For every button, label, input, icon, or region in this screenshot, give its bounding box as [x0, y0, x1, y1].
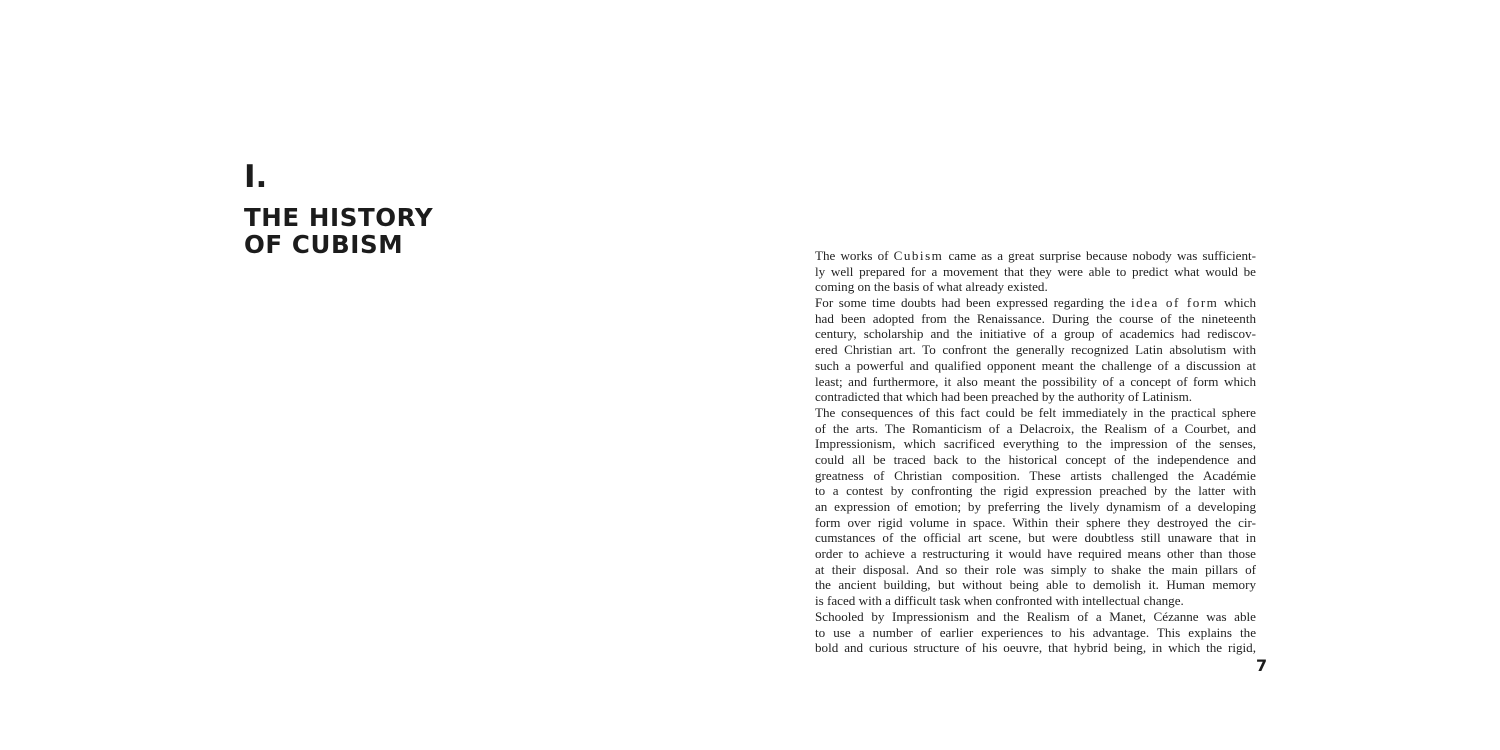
text-line: greatness of Christian composition. These artists challenged the Académie: [815, 467, 1256, 483]
text-line: to a contest by confronting the rigid expression preached by the latter with: [815, 483, 1256, 499]
body-text: [815, 248, 1256, 656]
text-line: [815, 248, 1256, 264]
text-line: coming on the basis of what already existed.: [815, 279, 1048, 295]
emphasis-idea-of-form: idea of form: [1130, 295, 1219, 311]
text-line: bold and curious structure of his oeuvre, that hybrid being, in which the rigid,: [815, 640, 1256, 656]
chapter-title-line-1: THE HISTORY: [244, 203, 434, 232]
text-line: The consequences of this fact could be felt immediately in the practical sphere: [815, 404, 1256, 420]
chapter-title-line-2: OF CUBISM: [244, 230, 404, 259]
text-segment: came as a great surprise because nobody was sufficient-: [943, 248, 1256, 263]
text-line: cumstances of the official art scene, but were doubtless still unaware that in: [815, 530, 1256, 546]
text-line: ly well prepared for a movement that they were able to predict what would be: [815, 263, 1256, 279]
text-line: Schooled by Impressionism and the Realism of a Manet, Cézanne was able: [815, 608, 1256, 624]
text-line: century, scholarship and the initiative of a group of academics had rediscov-: [815, 326, 1256, 342]
text-line: ered Christian art. To confront the generally recognized Latin absolutism with: [815, 342, 1256, 358]
chapter-number: I.: [244, 159, 268, 195]
text-line: least; and furthermore, it also meant the possibility of a concept of form which: [815, 373, 1256, 389]
right-page: [750, 0, 1500, 750]
text-line: order to achieve a restructuring it would have required means other than those: [815, 546, 1256, 562]
text-line: such a powerful and qualified opponent meant the challenge of a discussion at: [815, 357, 1256, 373]
text-line: Impressionism, which sacrificed everything to the impression of the senses,: [815, 436, 1256, 452]
text-line: an expression of emotion; by preferring the lively dynamism of a developing: [815, 499, 1256, 514]
text-line: form over rigid volume in space. Within their sphere they destroyed the cir-: [815, 514, 1256, 530]
text-line: contradicted that which had been preached by the authority of Latinism.: [815, 389, 1193, 405]
text-line: had been adopted from the Renaissance. During the course of the nineteenth: [815, 310, 1256, 326]
text-line: at their disposal. And so their role was simply to shake the main pillars of: [815, 561, 1256, 577]
text-segment: which: [1218, 295, 1256, 311]
text-line: could all be traced back to the historical concept of the independence and: [815, 451, 1256, 467]
page-number: 7: [1256, 656, 1268, 675]
text-line: of the arts. The Romanticism of a Delacroix, the Realism of a Courbet, and: [815, 420, 1256, 436]
emphasis-cubism: Cubism: [893, 248, 944, 263]
chapter-title: [244, 204, 433, 258]
text-segment: The works of: [815, 248, 894, 263]
text-segment: For some time doubts had been expressed regarding the: [815, 295, 1131, 311]
text-line: [815, 295, 1256, 311]
text-line: the ancient building, but without being able to demolish it. Human memory: [815, 577, 1256, 593]
text-line: is faced with a difficult task when confronted with intellectual change.: [815, 593, 1184, 609]
text-line: to use a number of earlier experiences to his advantage. This explains the: [815, 624, 1256, 640]
